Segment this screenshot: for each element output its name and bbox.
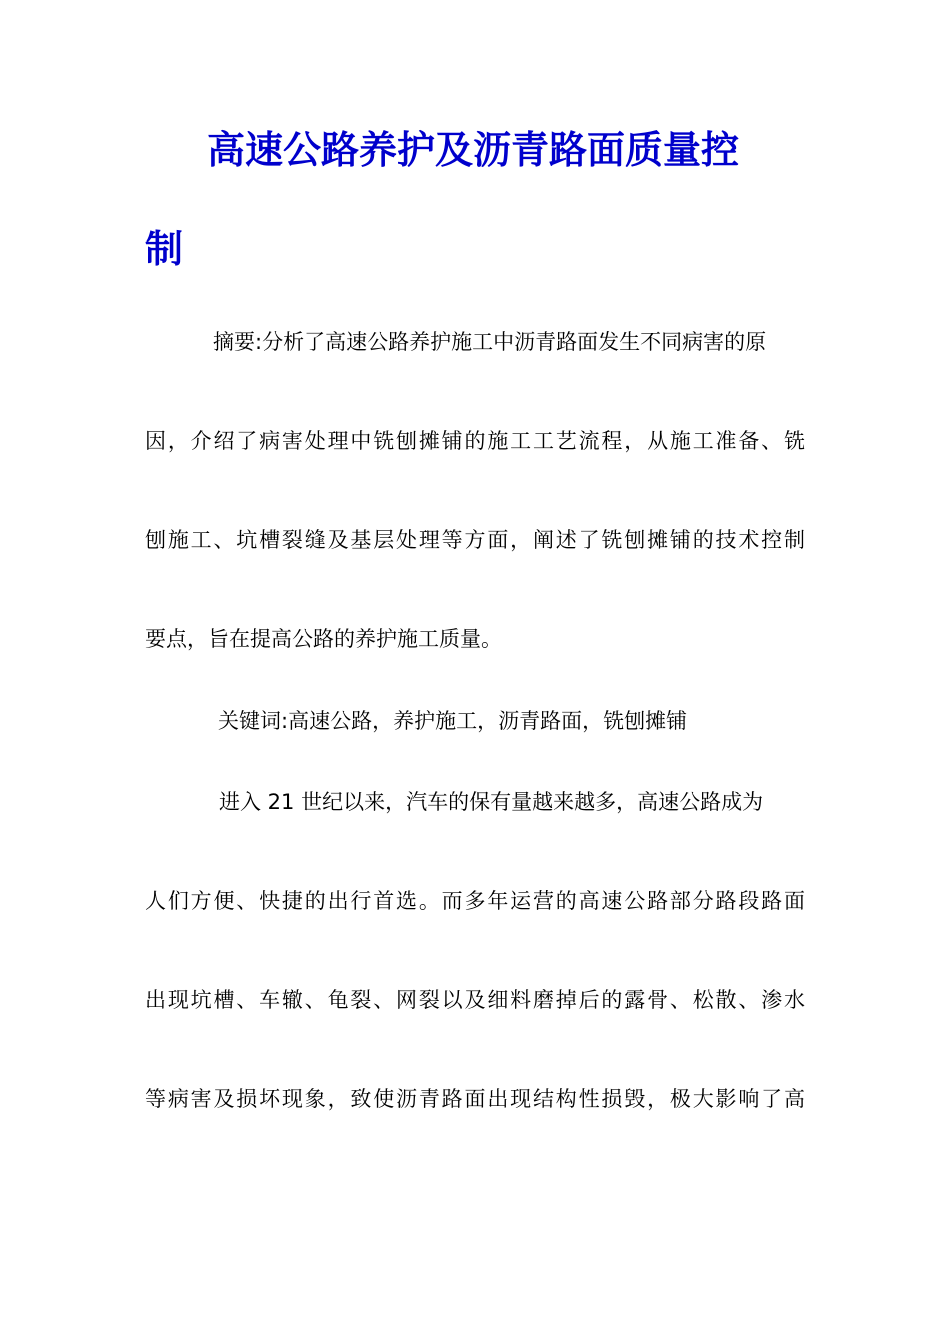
- document-title-line-1: 高速公路养护及沥青路面质量控: [207, 127, 740, 172]
- abstract-line-2: 因，介绍了病害处理中铣刨摊铺的施工工艺流程，从施工准备、铣: [145, 429, 805, 453]
- abstract-line-3: 刨施工、坑槽裂缝及基层处理等方面，阐述了铣刨摊铺的技术控制: [145, 528, 805, 552]
- document-title-line-2: 制: [145, 226, 184, 271]
- body-line-4: 等病害及损坏现象，致使沥青路面出现结构性损毁，极大影响了高: [145, 1087, 805, 1111]
- body-line-3: 出现坑槽、车辙、龟裂、网裂以及细料磨掉后的露骨、松散、渗水: [145, 988, 805, 1012]
- body-line-2: 人们方便、快捷的出行首选。而多年运营的高速公路部分路段路面: [145, 889, 805, 913]
- abstract-line-1: 摘要:分析了高速公路养护施工中沥青路面发生不同病害的原: [213, 330, 767, 354]
- keywords-line: 关键词:高速公路，养护施工，沥青路面，铣刨摊铺: [218, 709, 688, 733]
- body-line-1: 进入 21 世纪以来，汽车的保有量越来越多，高速公路成为: [219, 790, 764, 814]
- abstract-line-4: 要点，旨在提高公路的养护施工质量。: [145, 627, 502, 651]
